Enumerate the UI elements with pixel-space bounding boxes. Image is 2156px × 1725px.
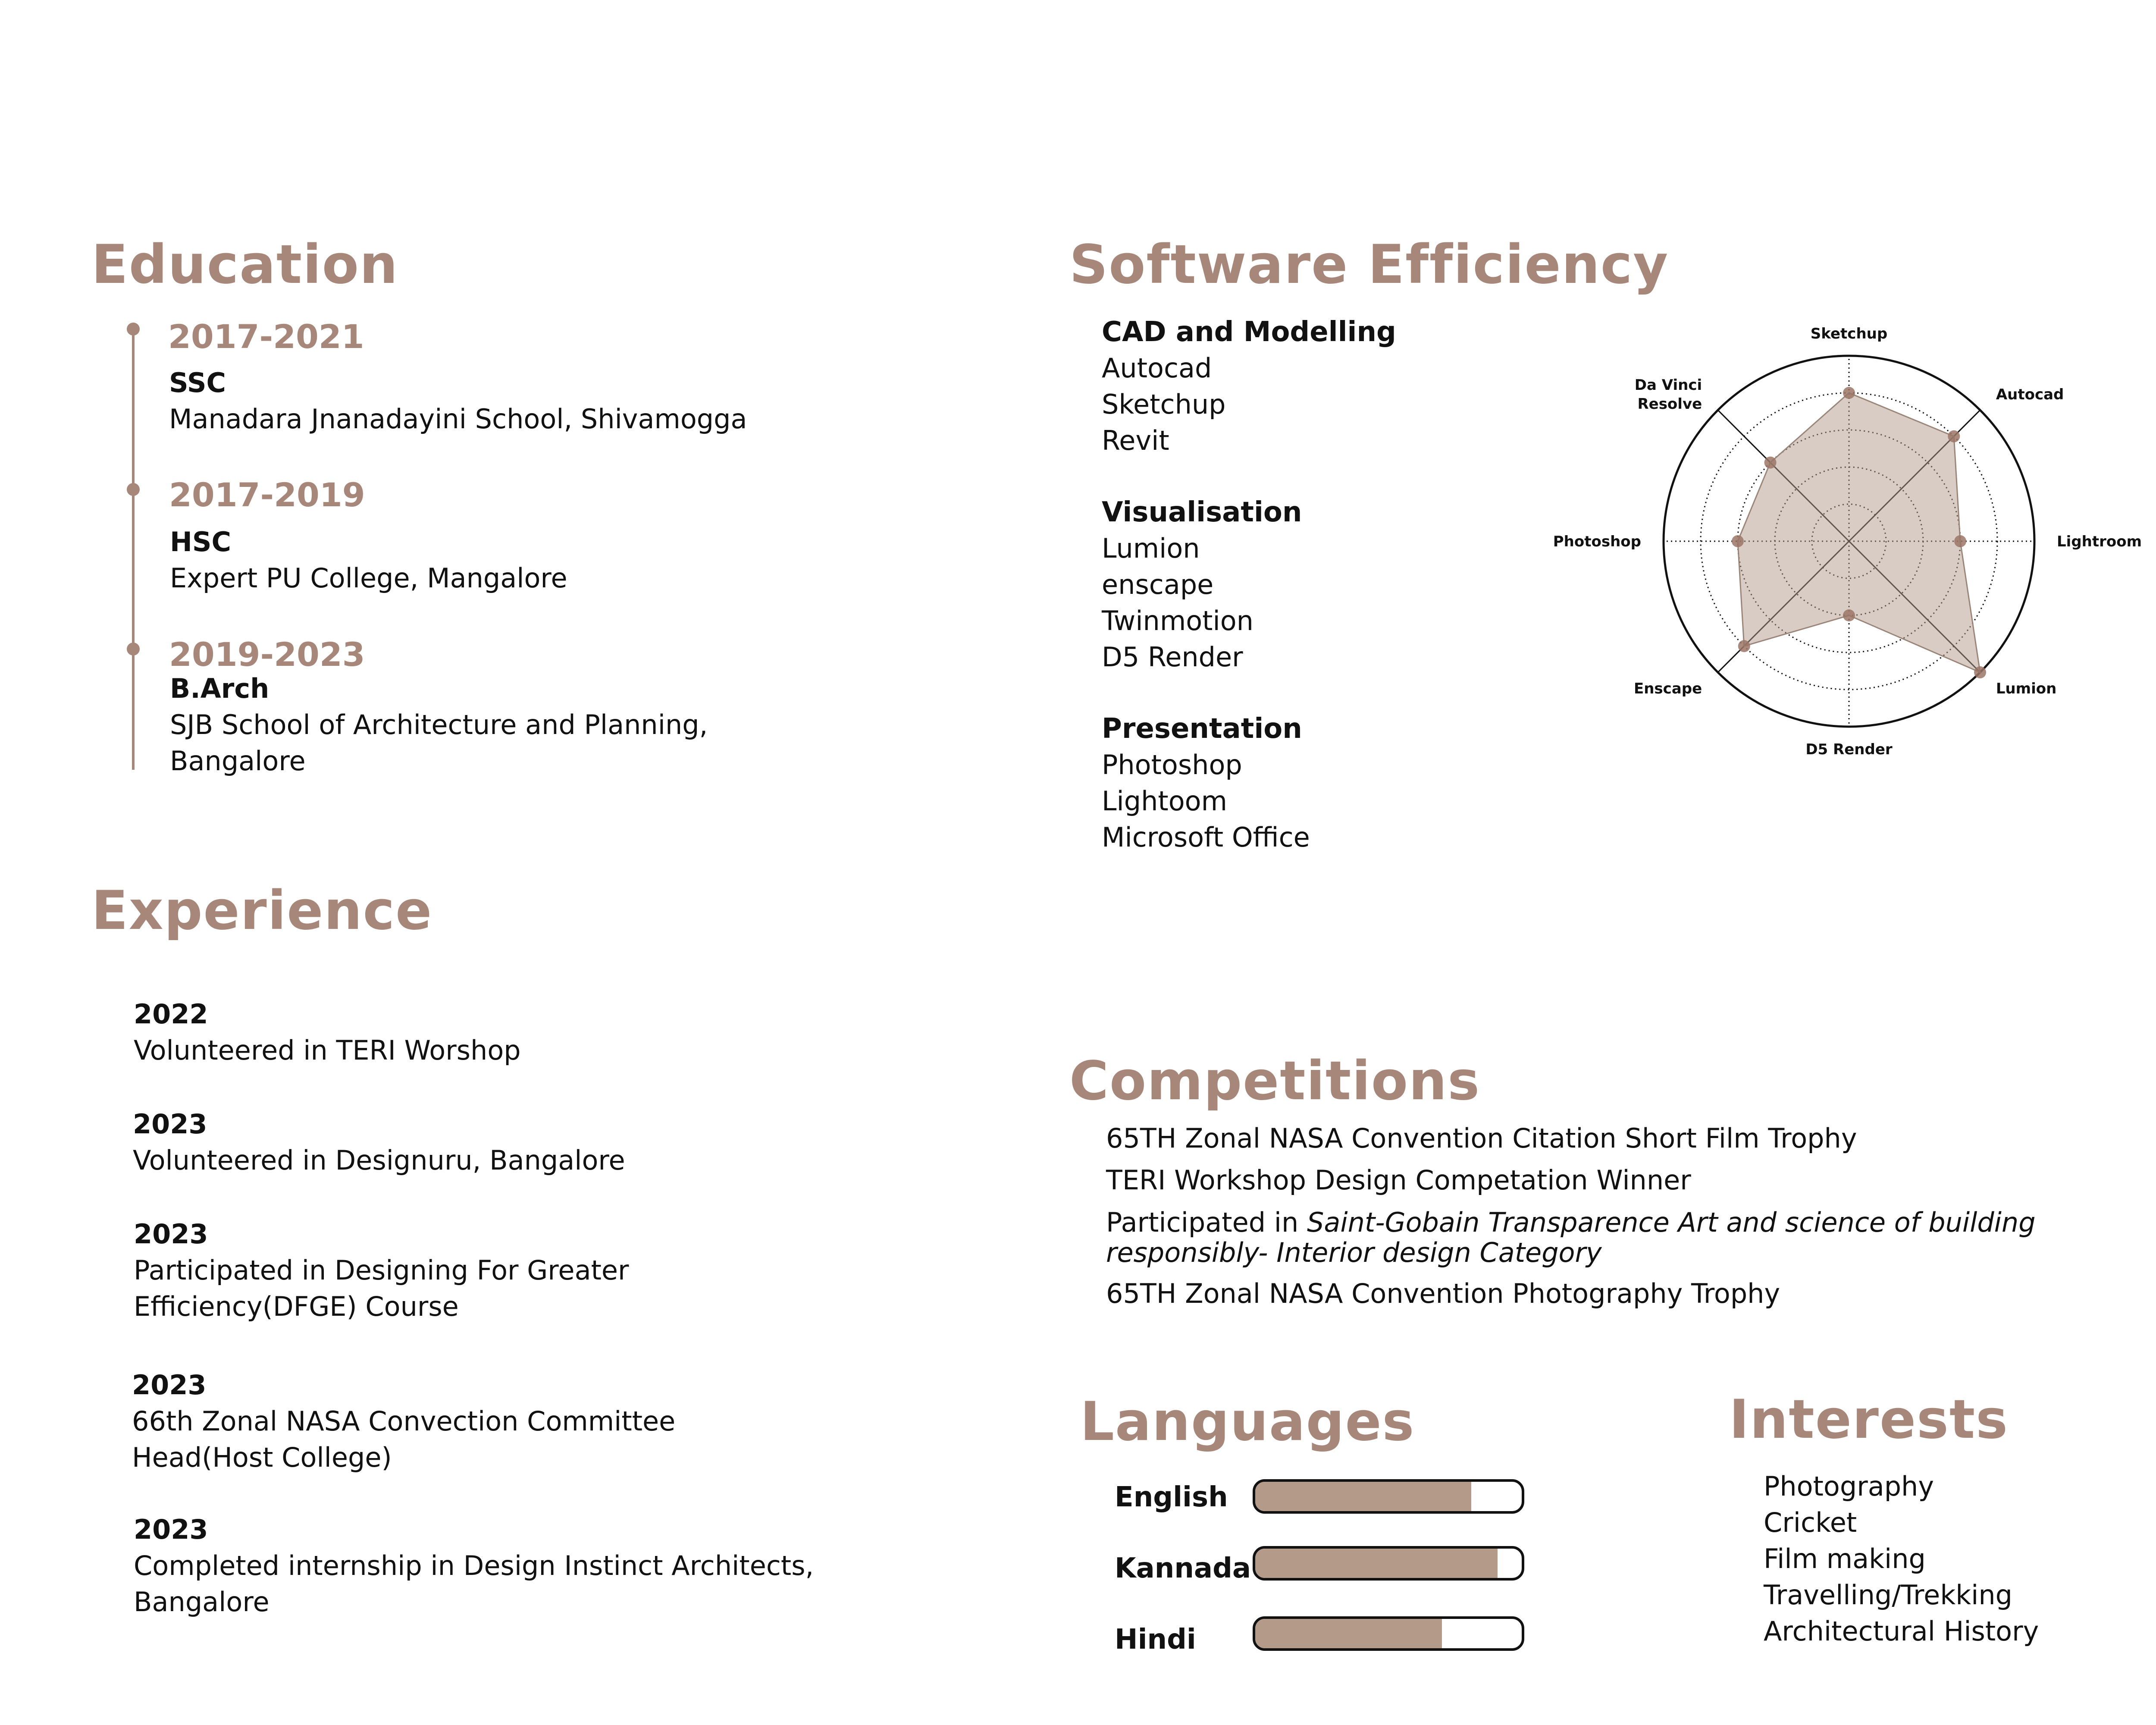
interest-item: Architectural History <box>1764 1615 2039 1647</box>
experience-year: 2023 <box>134 1218 208 1250</box>
experience-description: Bangalore <box>134 1586 270 1618</box>
radar-data-point <box>1954 535 1966 547</box>
language-level-fill <box>1255 1549 1498 1578</box>
experience-entry <box>134 996 521 1069</box>
radar-data-area <box>1738 393 1980 672</box>
software-item: D5 Render <box>1102 641 1243 673</box>
radar-data-point <box>1843 609 1855 621</box>
language-level-bar <box>1253 1616 1524 1651</box>
education-degree: HSC <box>170 526 232 558</box>
interests-heading: Interests <box>1729 1389 2009 1451</box>
software-item: Revit <box>1102 425 1169 456</box>
education-degree: B.Arch <box>170 673 270 704</box>
timeline-dot <box>127 643 140 656</box>
software-group <box>1102 494 1302 675</box>
radar-data-point <box>1732 535 1744 547</box>
experience-year: 2023 <box>133 1108 207 1140</box>
software-group <box>1102 711 1310 856</box>
radar-data-point <box>1974 666 1986 678</box>
experience-description: 66th Zonal NASA Convection Committee <box>132 1405 676 1437</box>
radar-axis-label: Enscape <box>1634 680 1702 697</box>
language-level-bar <box>1253 1479 1524 1514</box>
radar-axis-label: Sketchup <box>1810 325 1888 342</box>
timeline-dot <box>127 483 140 496</box>
experience-description: Volunteered in Designuru, Bangalore <box>133 1145 625 1176</box>
competition-item: TERI Workshop Design Competation Winner <box>1106 1164 1691 1196</box>
radar-axis-label: D5 Render <box>1805 741 1893 758</box>
software-item: Lumion <box>1102 533 1200 564</box>
education-year: 2017-2021 <box>168 317 364 356</box>
competition-item: 65TH Zonal NASA Convention Citation Short Film Trophy <box>1106 1123 1857 1154</box>
language-level-bar <box>1253 1546 1524 1581</box>
experience-description: Participated in Designing For Greater <box>134 1255 629 1286</box>
competition-item: 65TH Zonal NASA Convention Photography Trophy <box>1106 1278 1780 1309</box>
software-item: enscape <box>1102 569 1214 600</box>
experience-entry <box>133 1106 625 1179</box>
software-group-title: Presentation <box>1102 713 1302 745</box>
languages-heading: Languages <box>1080 1391 1415 1453</box>
experience-description: Efficiency(DFGE) Course <box>134 1291 459 1322</box>
experience-year: 2023 <box>134 1514 208 1545</box>
timeline-dot <box>127 323 140 336</box>
language-name: English <box>1115 1481 1228 1513</box>
radar-axis-label: Lumion <box>1996 680 2057 697</box>
experience-entry <box>134 1512 814 1620</box>
experience-description: Volunteered in TERI Worshop <box>134 1035 521 1066</box>
interest-item: Film making <box>1764 1543 1926 1574</box>
experience-heading: Experience <box>91 880 433 942</box>
education-heading: Education <box>91 234 399 296</box>
education-school: Manadara Jnanadayini School, Shivamogga <box>169 403 747 435</box>
radar-data-point <box>1948 430 1960 442</box>
experience-description: Head(Host College) <box>132 1442 392 1473</box>
software-radar-chart <box>1548 315 2152 772</box>
education-school: Expert PU College, Mangalore <box>170 562 567 594</box>
software-heading: Software Efficiency <box>1069 234 1669 296</box>
timeline-line <box>132 328 135 770</box>
education-school: SJB School of Architecture and Planning, <box>170 709 708 740</box>
radar-axis-label: Da Vinci Resolve <box>1634 376 1702 413</box>
software-item: Lightoom <box>1102 785 1227 817</box>
radar-data-point <box>1843 387 1855 399</box>
competition-item <box>1106 1208 2036 1238</box>
radar-data-point <box>1738 640 1750 652</box>
education-degree: SSC <box>169 367 226 398</box>
software-item: Sketchup <box>1102 389 1226 420</box>
radar-data-point <box>1764 457 1777 469</box>
software-group <box>1102 314 1396 459</box>
software-item: Autocad <box>1102 352 1212 384</box>
software-item: Photoshop <box>1102 749 1242 781</box>
experience-year: 2023 <box>132 1369 207 1401</box>
radar-axis-label: Lightroom <box>2057 533 2142 550</box>
interest-item: Travelling/Trekking <box>1764 1579 2013 1611</box>
competition-prefix: Participated in <box>1106 1207 1307 1238</box>
education-year: 2017-2019 <box>169 476 365 514</box>
software-item: Twinmotion <box>1102 605 1253 637</box>
experience-entry <box>134 1216 629 1325</box>
experience-year: 2022 <box>134 998 208 1030</box>
language-level-fill <box>1255 1619 1442 1648</box>
competitions-heading: Competitions <box>1069 1050 1481 1112</box>
education-school: Bangalore <box>170 745 306 777</box>
experience-description: Completed internship in Design Instinct Architects, <box>134 1550 814 1581</box>
interest-item: Photography <box>1764 1471 1934 1502</box>
radar-axis-label: Autocad <box>1996 386 2064 404</box>
language-name: Kannada <box>1115 1552 1251 1584</box>
interest-item: Cricket <box>1764 1507 1857 1538</box>
software-group-title: CAD and Modelling <box>1102 316 1396 348</box>
language-name: Hindi <box>1115 1624 1196 1656</box>
experience-entry <box>132 1367 675 1476</box>
language-level-fill <box>1255 1482 1471 1511</box>
competition-item-continued <box>1106 1238 1602 1268</box>
radar-axis-label: Photoshop <box>1553 533 1641 550</box>
education-year: 2019-2023 <box>169 635 365 674</box>
competition-title: responsibly- Interior design Category <box>1106 1237 1602 1268</box>
software-group-title: Visualisation <box>1102 496 1302 528</box>
interests-list <box>1764 1468 2039 1650</box>
competition-title: Saint-Gobain Transparence Art and science of building <box>1307 1207 2036 1238</box>
software-item: Microsoft Office <box>1102 822 1310 853</box>
